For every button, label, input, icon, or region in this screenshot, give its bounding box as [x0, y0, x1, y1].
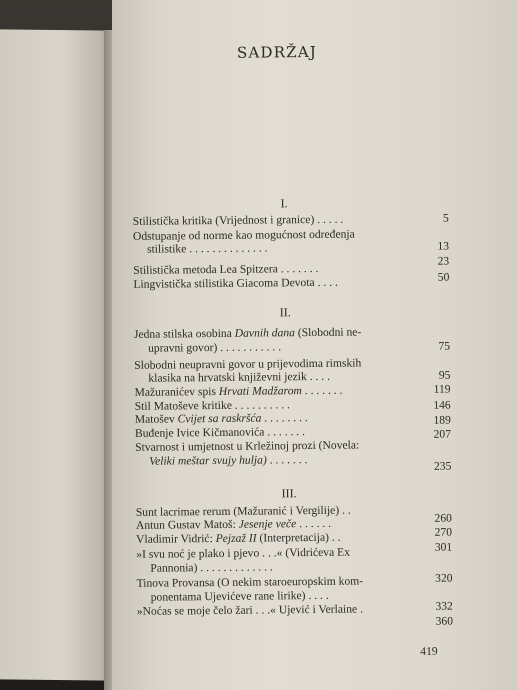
- toc-entry-title: Tinova Provansa (O nekim staroeuropskim kom-: [136, 574, 364, 590]
- toc-page-number: 207: [433, 427, 452, 441]
- toc-entry-title-cont: ponentama Ujevićeve rane lirike) . . . .: [150, 588, 329, 604]
- toc-entry-title: Stilistička metoda Lea Spitzera . . . . . . .: [133, 261, 319, 277]
- toc-entry: [136, 559, 454, 575]
- toc-entry-title: Lingvistička stilistika Giacoma Devota . . . .: [133, 275, 338, 291]
- toc-page-number: 23: [437, 254, 450, 268]
- toc-entry-title: Jedna stilska osobina: [133, 326, 235, 341]
- page-folio-number: 419: [420, 644, 438, 658]
- toc-page-number: 75: [438, 339, 451, 353]
- toc-entry-italic-title: Cvijet sa raskršća: [177, 411, 262, 426]
- toc-entry-dots: . . . . . . .: [266, 453, 308, 467]
- toc-entry-italic-title: Davnih dana: [234, 326, 296, 340]
- toc-entry: [134, 339, 452, 355]
- toc-entry-title: Stil Matoševe kritike . . . . . . . . . .: [134, 398, 290, 413]
- toc-entry-title: Slobodni neupravni govor u prijevodima rimskih: [134, 356, 362, 372]
- toc-entry-title: . . . . . . .: [301, 383, 343, 398]
- toc-entry-title-cont: klasika na hrvatski književni jezik . . . .: [148, 369, 331, 385]
- toc-page-number: 320: [435, 571, 453, 585]
- toc-entry-title: Stvarnost i umjetnost u Krležinoj prozi (Novela:: [135, 438, 360, 454]
- toc-entry-title: Sunt lacrimae rerum (Mažuranić i Vergilije) . .: [135, 503, 351, 519]
- toc-entry-title: Matošev: [134, 412, 178, 426]
- toc-entry-title-cont: stilistike . . . . . . . . . . . . . .: [146, 241, 268, 256]
- toc-page-number: 301: [434, 540, 453, 554]
- toc-entry-title: Odstupanje od norme kao mogućnost određenja: [132, 227, 355, 243]
- toc-page-number: 332: [435, 599, 453, 613]
- right-page: [112, 0, 517, 690]
- page-content: [112, 0, 517, 690]
- left-page: [0, 29, 112, 680]
- toc-page-number: 270: [434, 525, 453, 539]
- toc-entry: [136, 530, 454, 546]
- section-heading: II.: [279, 305, 291, 320]
- toc-page-number: 5: [442, 211, 449, 225]
- toc-page-number: 360: [435, 614, 454, 628]
- toc-entry-title: . . . . . .: [296, 516, 332, 531]
- toc-entry-title: Vladimir Vidrić:: [136, 532, 216, 546]
- toc-entry-title: (Slobodni ne-: [294, 325, 362, 340]
- toc-entry-title: (Interpretacija) . .: [256, 530, 341, 545]
- page-title: SADRŽAJ: [236, 42, 318, 62]
- toc-entry-title: Mažuranićev spis: [134, 384, 219, 399]
- toc-entry-italic-title: Pejzaž II: [215, 531, 257, 546]
- toc-page-number: 13: [437, 239, 450, 253]
- toc-page-number: 119: [433, 382, 451, 396]
- toc-entry-title: »Noćas se moje čelo žari . . .« Ujević i Verlaine .: [136, 602, 363, 618]
- section-heading: I.: [280, 196, 288, 211]
- toc-entry-title-cont: upravni govor) . . . . . . . . . . .: [148, 340, 282, 355]
- toc-entry-title: Buđenje Ivice Kičmanovića . . . . . . .: [134, 425, 306, 440]
- toc-page-number: 189: [433, 413, 451, 427]
- toc-entry: [133, 240, 451, 256]
- toc-entry-title: »I svu noć je plako i pjevo . . .« (Vidrićeva Ex: [136, 545, 351, 561]
- toc-entry-title: Antun Gustav Matoš:: [135, 517, 239, 532]
- toc-entry-italic-title: Veliki meštar svију hulja): [149, 453, 267, 468]
- toc-page-number: 50: [437, 270, 450, 284]
- toc-page-number: 235: [433, 459, 452, 473]
- toc-entry-title-cont: Pannonia) . . . . . . . . . . . . .: [150, 560, 273, 575]
- toc-entry-italic-title: Jesenje veče: [238, 517, 297, 531]
- toc-page-number: 95: [438, 368, 451, 382]
- toc-entry: [135, 452, 453, 468]
- toc-page-number: 260: [434, 511, 452, 525]
- toc-entry: [136, 599, 455, 618]
- toc-entry: [133, 275, 451, 291]
- toc-entry-title: Stilistička kritika (Vrijednost i granice) . . . . .: [132, 212, 344, 228]
- section-heading: III.: [281, 486, 297, 501]
- toc-entry-title: . . . . . . . .: [261, 411, 308, 425]
- toc-entry: [133, 212, 451, 228]
- toc-entry-italic-title: Hrvati Madžarom: [218, 384, 302, 398]
- toc-page-number: 146: [433, 398, 451, 412]
